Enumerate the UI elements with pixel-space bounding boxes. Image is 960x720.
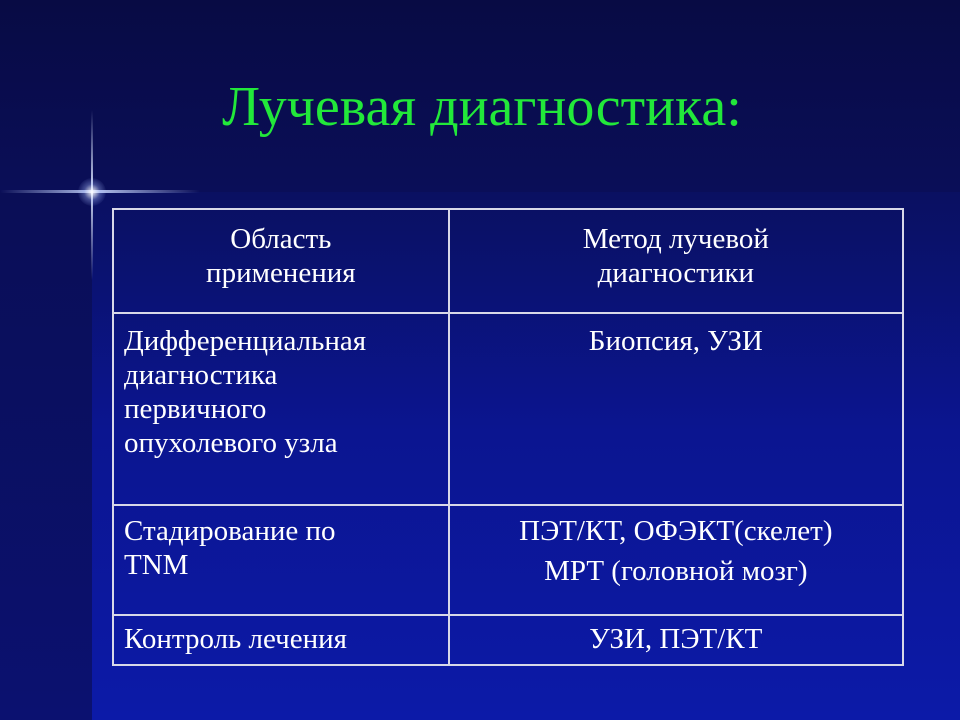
cell-method: [449, 615, 903, 665]
cell-method-line: МРТ (головной мозг): [544, 555, 808, 587]
diagnostics-table: [112, 208, 904, 666]
table-row: [113, 505, 903, 615]
cell-area-line: Стадирование по: [124, 515, 336, 547]
header-area-line: применения: [206, 257, 356, 289]
cell-method-line: УЗИ, ПЭТ/КТ: [589, 623, 763, 655]
cell-area: [113, 505, 449, 615]
table-row: [113, 615, 903, 665]
cell-area: [113, 615, 449, 665]
cell-area-line: первичного: [124, 393, 267, 425]
table-row: [113, 313, 903, 505]
cell-method-line: Биопсия, УЗИ: [588, 325, 763, 357]
cell-area-line: диагностика: [124, 359, 278, 391]
cell-area-line: TNM: [124, 549, 189, 581]
cell-area: [113, 313, 449, 505]
cell-method-line: ПЭТ/КТ, ОФЭКТ(скелет): [519, 515, 833, 547]
header-method-line: диагностики: [597, 257, 755, 289]
cell-area-line: Дифференциальная: [124, 325, 367, 357]
slide-title: Лучевая диагностика:: [222, 76, 742, 138]
header-area-line: Область: [230, 223, 332, 255]
left-band: [0, 192, 92, 720]
cell-method: [449, 313, 903, 505]
cell-area-line: опухолевого узла: [124, 427, 338, 459]
table-header-row: [113, 209, 903, 313]
header-area: [113, 209, 449, 313]
header-method: [449, 209, 903, 313]
cell-method: [449, 505, 903, 615]
header-method-line: Метод лучевой: [582, 223, 769, 255]
cell-area-line: Контроль лечения: [124, 623, 347, 655]
light-flare-glow: [78, 178, 106, 206]
